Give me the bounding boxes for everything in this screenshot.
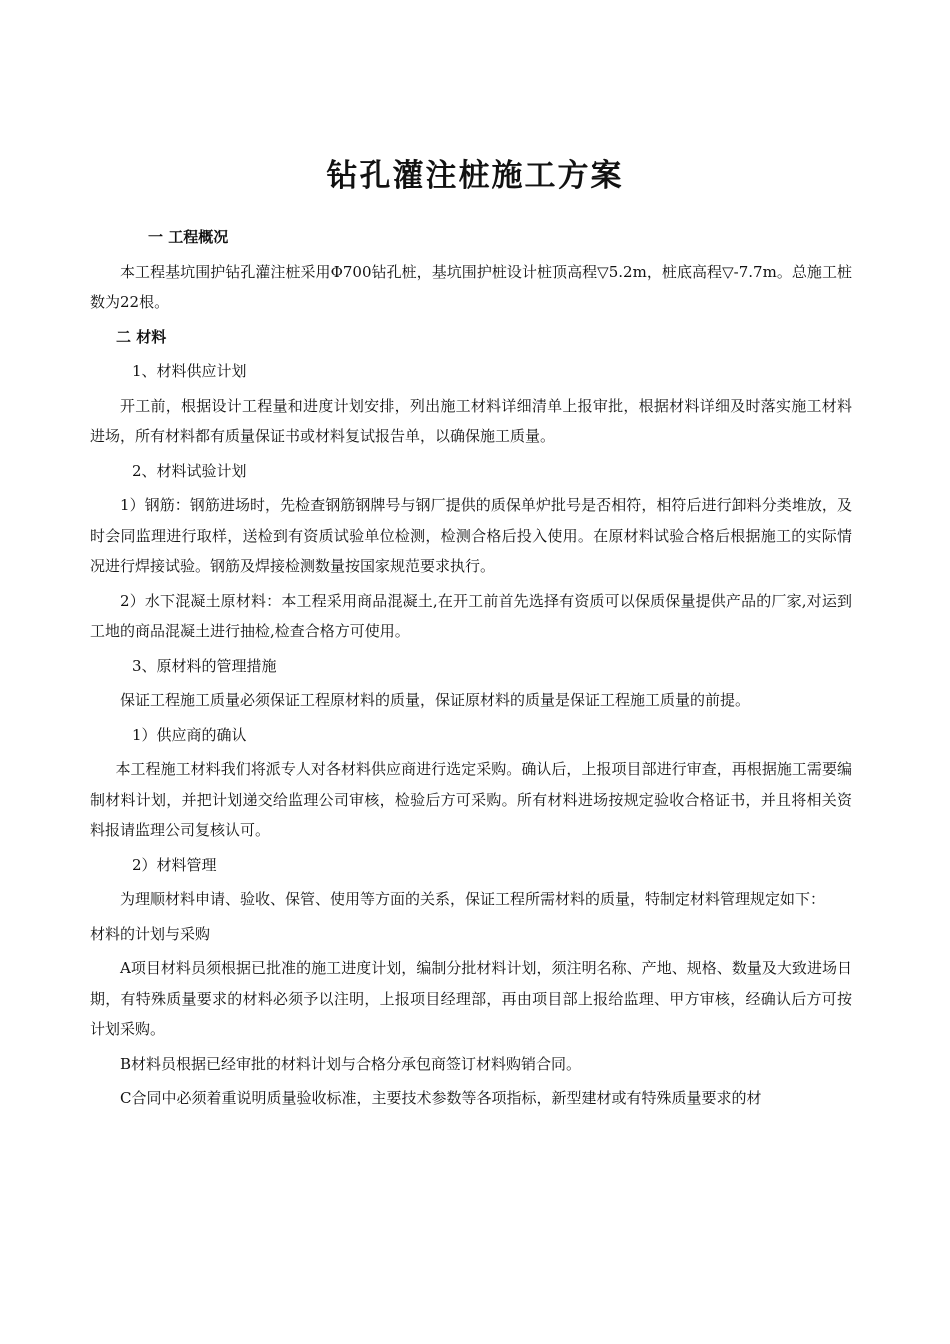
section-heading-materials: 二 材料	[116, 327, 167, 346]
paragraph: 本工程施工材料我们将派专人对各材料供应商进行选定采购。确认后，上报项目部进行审查，再根据施工需要编制材料计划，并把计划递交给监理公司审核，检验后方可采购。所有材料进场按规定验收合格证书，并且将相关资料报请监理公司复核认可。	[90, 760, 852, 839]
subheading: 1、材料供应计划	[132, 362, 247, 380]
subheading: 3、原材料的管理措施	[132, 656, 277, 675]
section-heading-overview: 一 工程概况	[148, 228, 229, 246]
paragraph: 为理顺材料申请、验收、保管、使用等方面的关系，保证工程所需材料的质量，特制定材料管理规定如下：	[120, 890, 826, 908]
paragraph: C合同中必须着重说明质量验收标准，主要技术参数等各项指标，新型建材或有特殊质量要求的材	[120, 1089, 762, 1107]
document-title: 钻孔灌注桩施工方案	[326, 158, 624, 194]
paragraph: 开工前，根据设计工程量和进度计划安排，列出施工材料详细清单上报审批，根据材料详细及时落实施工材料进场，所有材料都有质量保证书或材料复试报告单，以确保施工质量。	[90, 396, 852, 445]
subheading: 2）材料管理	[132, 855, 217, 874]
document-body	[90, 222, 852, 1118]
subheading: 1）供应商的确认	[132, 725, 247, 744]
subheading: 2、材料试验计划	[132, 461, 247, 480]
paragraph: A项目材料员须根据已批准的施工进度计划，编制分批材料计划，须注明名称、产地、规格、数量及大致进场日期，有特殊质量要求的材料必须予以注明，上报项目经理部，再由项目部上报给监理、甲方审核，经确认后方可按计划采购。	[90, 959, 852, 1038]
paragraph: 本工程基坑围护钻孔灌注桩采用Φ700钻孔桩，基坑围护桩设计桩顶高程▽5.2m，桩底高程▽-7.7m。总施工桩数为22根。	[90, 262, 852, 311]
paragraph: 保证工程施工质量必须保证工程原材料的质量，保证原材料的质量是保证工程施工质量的前提。	[120, 691, 751, 709]
subheading: 材料的计划与采购	[90, 924, 211, 943]
paragraph: 1）钢筋：钢筋进场时，先检查钢筋钢牌号与钢厂提供的质保单炉批号是否相符，相符后进行卸料分类堆放，及时会同监理进行取样，送检到有资质试验单位检测，检测合格后投入使用。在原材料试验合格后根据施工的实际情况进行焊接试验。钢筋及焊接检测数量按国家规范要求执行。	[90, 496, 852, 575]
paragraph: B材料员根据已经审批的材料计划与合格分承包商签订材料购销合同。	[120, 1054, 582, 1073]
paragraph: 2）水下混凝土原材料：本工程采用商品混凝土,在开工前首先选择有资质可以保质保量提供产品的厂家,对运到工地的商品混凝土进行抽检,检查合格方可使用。	[90, 591, 852, 640]
